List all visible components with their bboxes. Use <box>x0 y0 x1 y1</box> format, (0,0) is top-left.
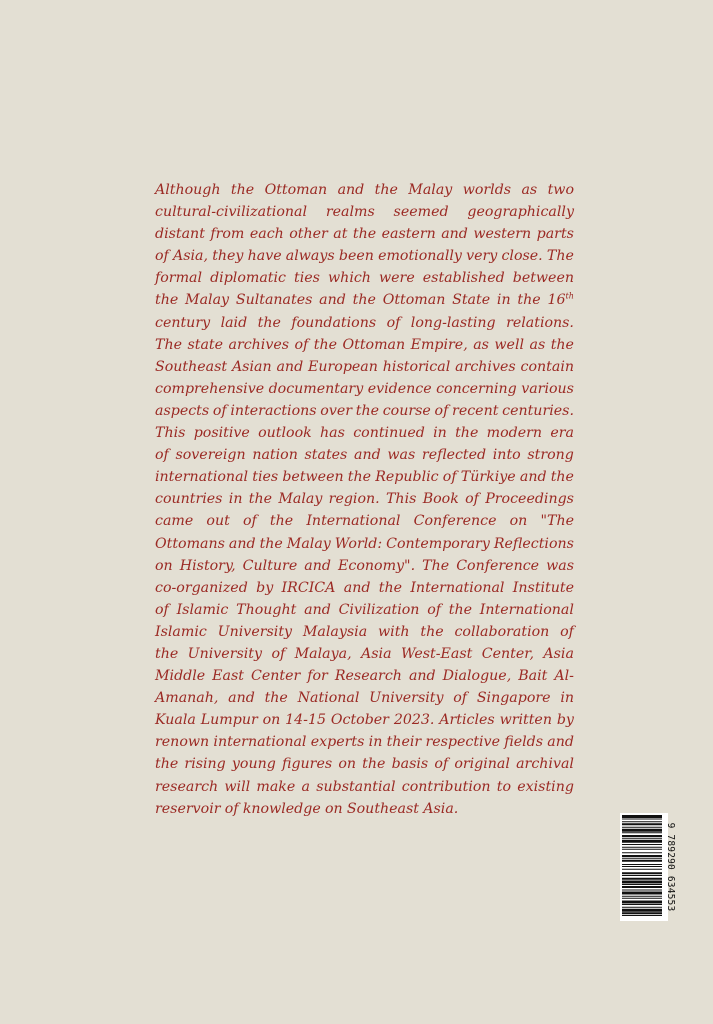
blurb-line: Kuala Lumpur on 14-15 October 2023. Articles written by <box>155 712 574 729</box>
back-cover-blurb <box>155 179 574 820</box>
blurb-line: century laid the foundations of long-lasting relations. <box>155 314 574 331</box>
blurb-line: Southeast Asian and European historical archives contain <box>155 358 574 375</box>
barcode-bar <box>622 838 662 839</box>
barcode-bar <box>622 847 662 848</box>
barcode-bar <box>622 878 662 880</box>
blurb-line: countries in the Malay region. This Book of Proceedings <box>155 491 574 508</box>
barcode-bar <box>622 907 662 908</box>
blurb-line: cultural-civilizational realms seemed geographically <box>155 204 574 221</box>
blurb-line: the rising young figures on the basis of original archival <box>155 756 574 773</box>
barcode-bar <box>622 840 662 843</box>
blurb-line: Middle East Center for Research and Dialogue, Bait Al- <box>155 668 574 685</box>
barcode-bar <box>622 864 662 865</box>
blurb-line: of Islamic Thought and Civilization of the International <box>155 601 574 618</box>
blurb-line: This positive outlook has continued in the modern era <box>155 425 574 442</box>
barcode-bar <box>622 881 662 884</box>
barcode-digits: 9 789290 634553 <box>665 822 676 912</box>
blurb-line: distant from each other at the eastern and western parts <box>155 226 574 243</box>
barcode-bar <box>622 823 662 825</box>
blurb-line: aspects of interactions over the course of recent centuries. <box>155 402 574 419</box>
blurb-line: Amanah, and the National University of Singapore in <box>155 690 574 707</box>
barcode-bar <box>622 866 662 867</box>
blurb-line: Ottomans and the Malay World: Contemporary Reflections <box>155 535 574 552</box>
blurb-line: reservoir of knowledge on Southeast Asia. <box>155 800 459 817</box>
blurb-line: research will make a substantial contribution to existing <box>155 778 574 795</box>
blurb-line: renown international experts in their respective fields and <box>155 734 574 751</box>
barcode-bar <box>622 886 662 888</box>
barcode-bar <box>622 821 662 822</box>
barcode-bar <box>622 904 662 905</box>
barcode-bar <box>622 815 662 818</box>
isbn-barcode <box>620 813 676 921</box>
barcode-bar <box>622 858 662 859</box>
blurb-line: of Asia, they have always been emotionally very close. The <box>155 248 574 265</box>
barcode-bar <box>622 869 662 870</box>
barcode-bar <box>622 912 662 914</box>
barcode-bar <box>622 901 662 904</box>
barcode-bar <box>622 892 662 895</box>
blurb-line: The state archives of the Ottoman Empire, as well as the <box>155 336 574 353</box>
barcode-bar <box>622 860 662 862</box>
blurb-line: the Malay Sultanates and the Ottoman State in the 16th <box>155 291 574 309</box>
barcode-bar <box>622 829 662 832</box>
barcode-bar <box>622 909 662 912</box>
barcode-bar <box>622 849 662 850</box>
barcode-bar <box>622 852 662 853</box>
barcode-bar <box>622 915 662 916</box>
barcode-bar <box>622 872 662 874</box>
blurb-line: co-organized by IRCICA and the International Institute <box>155 579 574 596</box>
blurb-line: international ties between the Republic of Türkiye and the <box>155 469 574 486</box>
blurb-line: of sovereign nation states and was reflected into strong <box>155 447 574 464</box>
barcode-bar <box>622 884 662 885</box>
barcode-bar <box>622 890 662 891</box>
barcode-bar <box>622 827 662 828</box>
blurb-line: comprehensive documentary evidence concerning various <box>155 380 574 397</box>
barcode-bar <box>622 896 662 897</box>
barcode-bar <box>622 844 662 845</box>
barcode-bars <box>620 813 668 921</box>
barcode-bar <box>622 855 662 857</box>
blurb-line: came out of the International Conference on "The <box>155 513 574 530</box>
blurb-line: on History, Culture and Economy". The Conference was <box>155 557 574 574</box>
barcode-bar <box>622 875 662 876</box>
barcode-bar <box>622 835 662 837</box>
blurb-line: Islamic University Malaysia with the collaboration of <box>155 623 574 640</box>
barcode-bar <box>622 819 662 820</box>
blurb-line: the University of Malaya, Asia West-East Center, Asia <box>155 645 574 662</box>
barcode-bar <box>622 832 662 833</box>
barcode-bar <box>622 898 662 899</box>
blurb-line: Although the Ottoman and the Malay worlds as two <box>155 182 574 198</box>
blurb-line: formal diplomatic ties which were established between <box>155 270 574 287</box>
